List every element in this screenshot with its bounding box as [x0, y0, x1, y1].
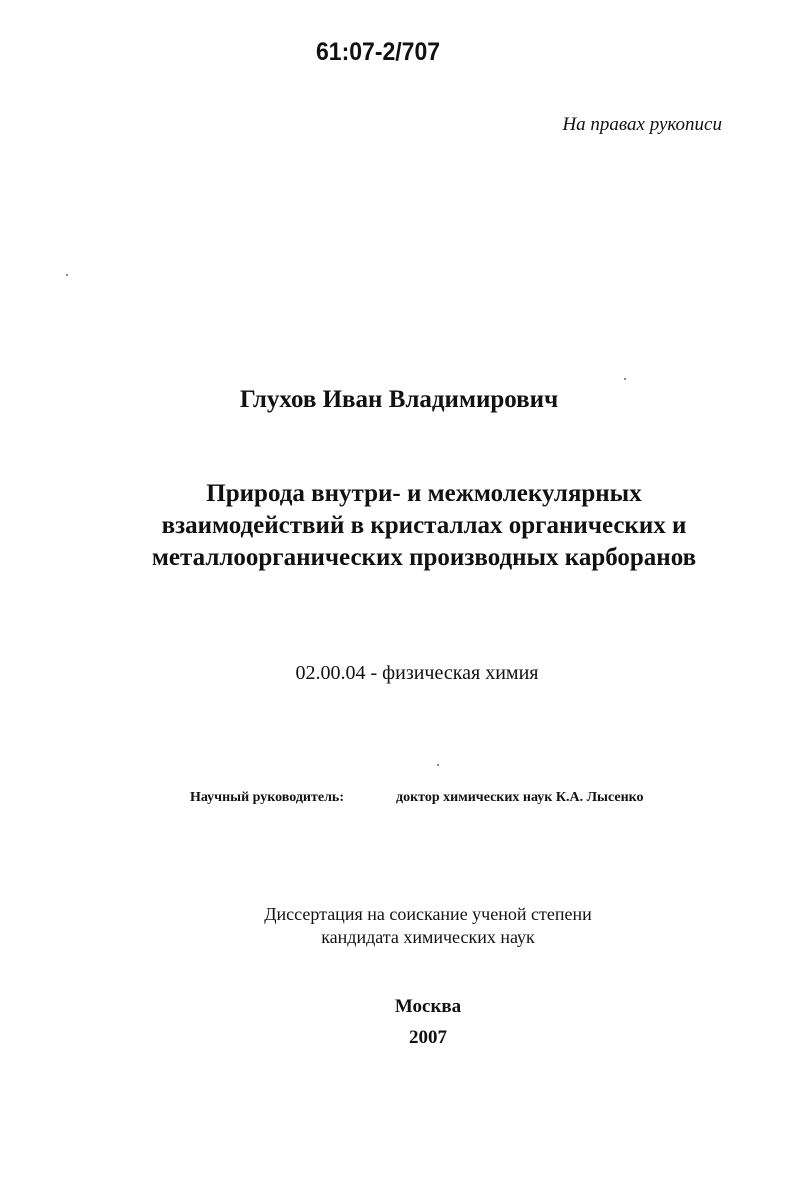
supervisor-name: доктор химических наук К.А. Лысенко [396, 790, 644, 805]
author-name: Глухов Иван Владимирович [239, 386, 559, 413]
city: Москва [394, 996, 462, 1017]
scan-speck [624, 378, 626, 380]
archive-stamp-number: 61:07-2/707 [316, 38, 441, 66]
title-line-1: Природа внутри- и межмолекулярных [206, 480, 642, 507]
supervisor-label: Научный руководитель: [190, 790, 344, 805]
degree-purpose [0, 903, 798, 949]
rights-note: На правах рукописи [562, 114, 722, 135]
dissertation-title [0, 478, 798, 574]
title-line-2: взаимодействий в кристаллах органических и [161, 512, 687, 539]
scan-speck [437, 764, 439, 766]
purpose-line-2: кандидата химических наук [321, 927, 535, 947]
specialty-code: 02.00.04 - физическая химия [295, 662, 539, 684]
title-line-3: металлоорганических производных карборанов [151, 544, 697, 571]
year: 2007 [409, 1027, 447, 1048]
scan-speck [66, 274, 68, 276]
purpose-line-1: Диссертация на соискание ученой степени [264, 904, 592, 924]
